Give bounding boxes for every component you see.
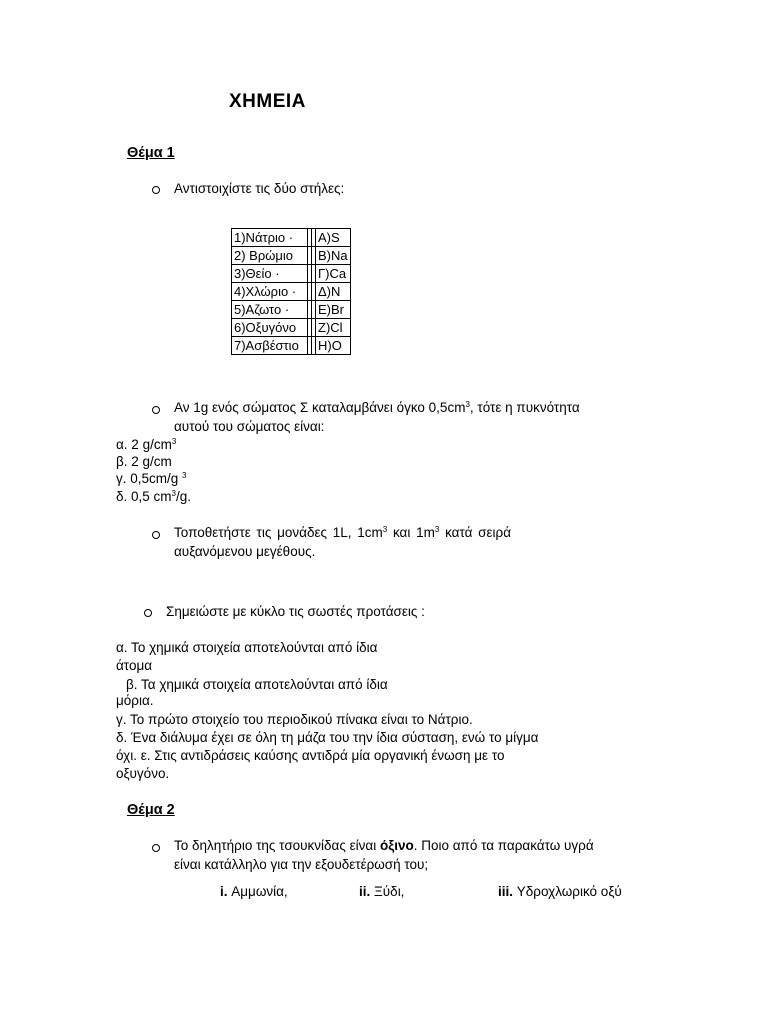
section-heading-1: Θέμα 1	[127, 145, 175, 161]
q2-option-d-tail: /g.	[175, 489, 191, 504]
page-title: ΧΗΜΕΙΑ	[229, 91, 306, 112]
matching-row	[232, 337, 351, 355]
q3-sup-a: 3	[382, 525, 388, 534]
question-3-line-1	[174, 524, 511, 542]
t2-option-3-num: iii.	[498, 884, 514, 899]
q2-option-d-sup: 3	[171, 489, 176, 498]
t2-text-b: . Ποιο από τα παρακάτω υγρά	[413, 838, 594, 853]
q4-line: άτομα	[116, 658, 153, 673]
matching-row	[232, 319, 351, 337]
theme2-question-line-2: είναι κατάλληλο για την εξουδετέρωσή του;	[174, 857, 429, 872]
question-2-line-2: αυτού του σώματος είναι:	[174, 419, 325, 434]
matching-row	[232, 247, 351, 265]
t2-option-2-text: Ξύδι,	[370, 884, 405, 899]
t2-option-3-text: Υδροχλωρικό οξύ	[513, 884, 622, 899]
theme2-question-line-1	[174, 837, 594, 855]
q4-line: α. Το χημικά στοιχεία αποτελούνται από ίδια	[116, 640, 378, 655]
bullet-icon	[152, 844, 160, 852]
matching-left-cell: 5)Αζωτο ·	[232, 301, 308, 319]
q4-line: οξυγόνο.	[116, 766, 170, 781]
matching-left-cell: 2) Βρώμιο	[232, 247, 308, 265]
q3-sup-b: 3	[434, 525, 440, 534]
matching-right-cell: Δ)N	[316, 283, 351, 301]
matching-left-cell: 7)Ασβέστιο	[232, 337, 308, 355]
q2-option-b: β. 2 g/cm	[116, 454, 172, 469]
bullet-icon	[152, 531, 160, 539]
matching-table	[231, 228, 351, 355]
matching-right-cell: Α)S	[316, 229, 351, 247]
q4-line: β. Τα χημικά στοιχεία αποτελούνται από ίδια	[126, 677, 388, 692]
q2-option-d-text: δ. 0,5 cm	[116, 489, 172, 504]
t2-option-1-text: Αμμωνία,	[227, 884, 288, 899]
q2-text-a: Αν 1g ενός σώματος Σ καταλαμβάνει όγκο 0,5cm	[174, 400, 466, 415]
q3-text-c: κατά σειρά	[439, 525, 511, 540]
bullet-icon	[152, 186, 160, 194]
matching-left-cell: 3)Θείο ·	[232, 265, 308, 283]
q2-option-d	[116, 488, 191, 506]
matching-left-cell: 6)Οξυγόνο	[232, 319, 308, 337]
matching-right-cell: E)Br	[316, 301, 351, 319]
q4-line: μόρια.	[116, 693, 154, 708]
matching-row	[232, 229, 351, 247]
q3-text-a: Τοποθετήστε τις μονάδες 1L, 1cm	[174, 525, 383, 540]
q2-text-b: , τότε η πυκνότητα	[469, 400, 580, 415]
t2-option-2-num: ii.	[359, 884, 371, 899]
q2-option-c-sup: 3	[182, 471, 187, 480]
q2-option-c	[116, 470, 187, 488]
q2-option-a-sup: 3	[171, 437, 177, 446]
question-3-line-2: αυξανόμενου μεγέθους.	[174, 544, 316, 559]
t2-bold: όξινο	[379, 838, 414, 853]
matching-row	[232, 283, 351, 301]
t2-option-3	[498, 883, 622, 901]
matching-right-cell: Γ)Ca	[316, 265, 351, 283]
question-1-prompt: Αντιστοιχίστε τις δύο στήλες:	[174, 181, 345, 196]
matching-right-cell: Z)Cl	[316, 319, 351, 337]
bullet-icon	[144, 609, 152, 617]
bullet-icon	[152, 406, 160, 414]
q2-option-a-text: α. 2 g/cm	[116, 437, 172, 452]
matching-row	[232, 265, 351, 283]
matching-right-cell: H)O	[316, 337, 351, 355]
question-2-line-1	[174, 399, 580, 417]
q4-line: δ. Ένα διάλυμα έχει σε όλη τη μάζα του την ίδια σύσταση, ενώ το μίγμα	[116, 730, 539, 745]
t2-option-1	[220, 883, 288, 901]
q2-option-a	[116, 436, 176, 454]
q2-sup: 3	[465, 400, 470, 409]
q3-text-b: και 1m	[387, 525, 435, 540]
matching-left-cell: 1)Νάτριο ·	[232, 229, 308, 247]
matching-right-cell: Β)Na	[316, 247, 351, 265]
matching-row	[232, 301, 351, 319]
t2-option-1-num: i.	[220, 884, 228, 899]
t2-option-2	[359, 883, 404, 901]
t2-text-a: Το δηλητήριο της τσουκνίδας είναι	[174, 838, 380, 853]
section-heading-2: Θέμα 2	[127, 802, 175, 818]
question-4-prompt: Σημειώστε με κύκλο τις σωστές προτάσεις :	[166, 604, 425, 619]
q2-option-c-text: γ. 0,5cm/g	[116, 471, 179, 486]
matching-left-cell: 4)Χλώριο ·	[232, 283, 308, 301]
q4-line: όχι. ε. Στις αντιδράσεις καύσης αντιδρά μία οργανική ένωση με το	[116, 748, 505, 763]
q4-line: γ. Το πρώτο στοιχείο του περιοδικού πίνακα είναι το Νάτριο.	[116, 712, 473, 727]
